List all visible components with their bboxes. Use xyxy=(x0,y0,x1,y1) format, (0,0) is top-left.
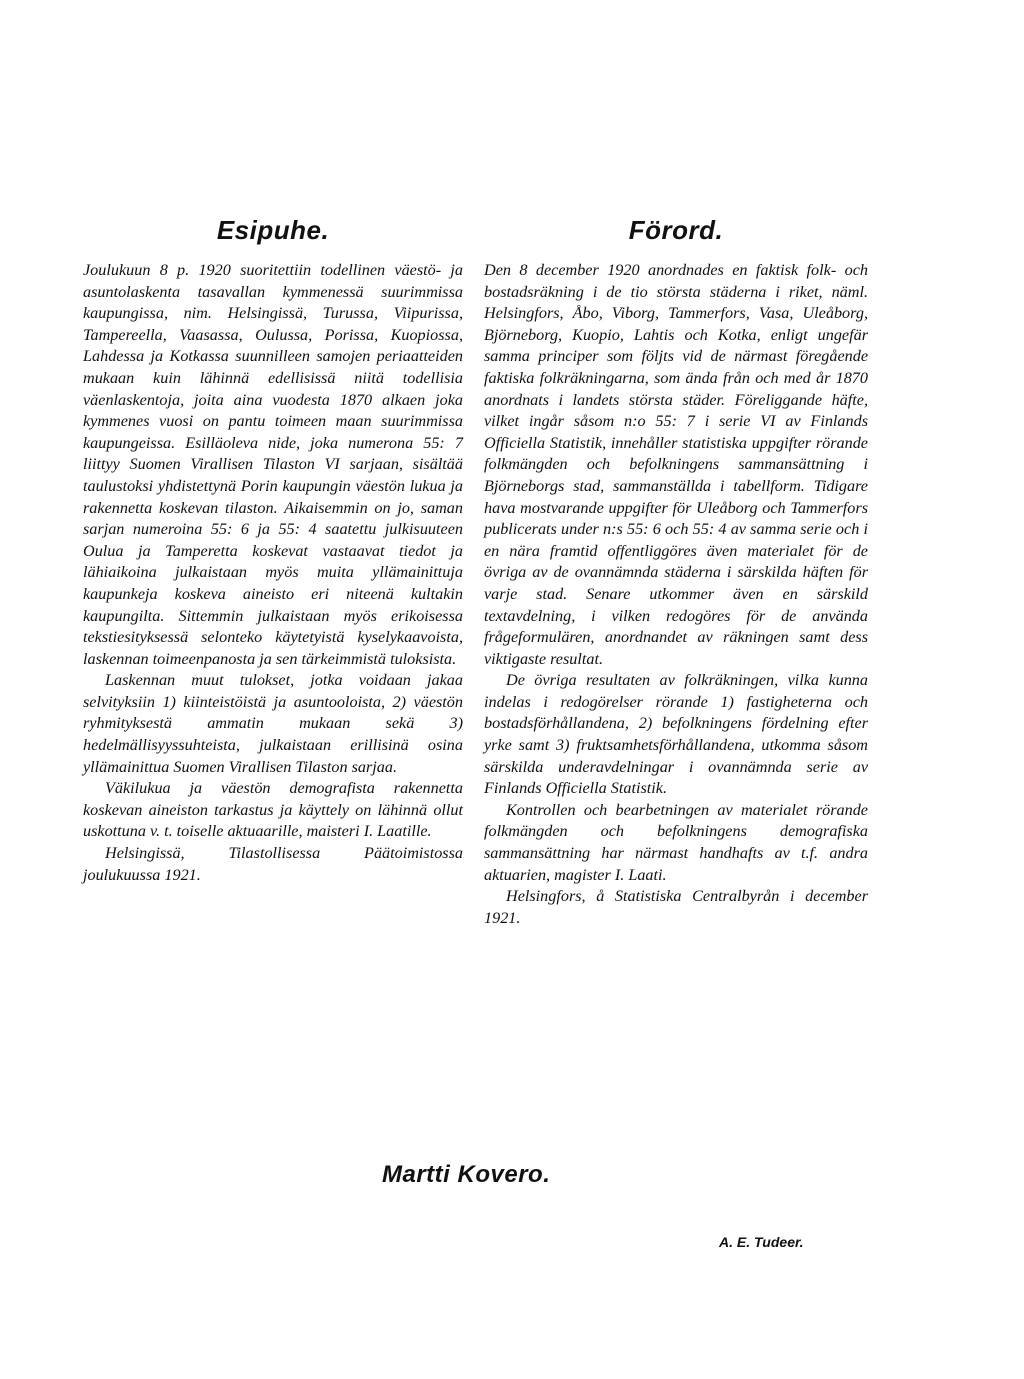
swedish-paragraph-place-date: Helsingfors, å Statistiska Centralbyrån i december 1921. xyxy=(484,887,868,927)
finnish-paragraph-place-date: Helsingissä, Tilastollisessa Päätoimistossa joulukuussa 1921. xyxy=(83,844,463,884)
swedish-heading: Förord. xyxy=(628,215,724,245)
swedish-signature: A. E. Tudeer. xyxy=(719,1234,804,1250)
finnish-heading: Esipuhe. xyxy=(216,215,330,245)
finnish-column xyxy=(83,215,463,886)
swedish-paragraph-results: De övriga resultaten av folkräkningen, vilka kunna indelas i redogörelser rörande 1) fastigheterna och bostadsförhållandena, 2) befolkningens fördelning efter yrke samt 3) fruktsamhetsförhållandena, utkomma såsom särskilda underavdelningar i ovannämnda serie av Finlands Officiella Statistik. xyxy=(484,671,868,798)
finnish-paragraph-results: Laskennan muut tulokset, jotka voidaan jakaa selvityksiin 1) kiinteistöistä ja asuntooloista, 2) väestön ryhmityksestä ammatin mukaan sekä 3) hedelmällisyyssuhteista, julkaistaan erillisinä osina yllämainittua Suomen Virallisen Tilaston sarjaa. xyxy=(83,671,463,776)
swedish-column xyxy=(484,215,868,929)
finnish-signature: Martti Kovero. xyxy=(382,1161,551,1188)
swedish-paragraph-processing: Kontrollen och bearbetningen av materialet rörande folkmängden och befolkningens demografiska sammansättning har närmast handhafts av t.f. andra aktuarien, magister I. Laati. xyxy=(484,800,868,884)
finnish-paragraph-intro: Joulukuun 8 p. 1920 suoritettiin todellinen väestö- ja asuntolaskenta tasavallan kymmenessä suurimmissa kaupungissa, nim. Helsingissä, Turussa, Viipurissa, Tampereella, Vaasassa, Oulussa, Porissa, Kuopiossa, Lahdessa ja Kotkassa suunnilleen samojen periaatteiden mukaan kuin lähinnä edellisissä niitä todellisia väenlaskentoja, joita aina vuodesta 1870 alkaen joka kymmenes vuosi on pantu toimeen maan suurimmissa kaupungeissa. Esilläoleva nide, joka numerona 55: 7 liittyy Suomen Virallisen Tilaston VI sarjaan, sisältää taulustoksi yhdistettynä Porin kaupungin väestön lukua ja rakennetta koskevan tilaston. Aikaisemmin on jo, saman sarjan numeroina 55: 6 ja 55: 4 saatettu julkisuuteen Oulua ja Tamperetta koskevat vastaavat tiedot ja lähiaikoina julkaistaan myös muita yllämainittuja kaupunkeja koskeva aineisto eri niteenä kultakin kaupungilta. Sittemmin julkaistaan myös erikoisessa tekstiesityksessä selonteko käytetyistä kyselykaavoista, laskennan toimeenpanosta ja sen tärkeimmistä tuloksista. xyxy=(83,261,463,668)
finnish-paragraph-processing: Väkilukua ja väestön demografista rakennetta koskevan aineiston tarkastus ja käyttely on lähinnä ollut uskottuna v. t. toiselle aktuaarille, maisteri I. Laatille. xyxy=(83,779,463,841)
swedish-paragraph-intro: Den 8 december 1920 anordnades en faktisk folk- och bostadsräkning i de tio största städerna i riket, näml. Helsingfors, Åbo, Viborg, Tammerfors, Vasa, Uleåborg, Björneborg, Kuopio, Lahtis och Kotka, enligt ungefär samma principer som följts vid de närmast föregående faktiska folkräkningarna, som ända från och med år 1870 anordnats i landets största städer. Föreliggande häfte, vilket ingår såsom n:o 55: 7 i serie VI av Finlands Officiella Statistik, innehåller statistiska uppgifter rörande folkmängden och befolkningens sammansättning i Björneborgs stad, sammanställda i tabellform. Tidigare hava mostvarande uppgifter för Uleåborg och Tammerfors publicerats under n:s 55: 6 och 55: 4 av samma serie och i en nära framtid offentliggöres även materialet för de övriga av de ovannämnda städerna i särskilda häften för varje stad. Senare utkommer även en särskild textavdelning, i vilken redogöres för de använda frågeformulären, anordnandet av räkningen samt dess viktigaste resultat. xyxy=(484,261,868,668)
